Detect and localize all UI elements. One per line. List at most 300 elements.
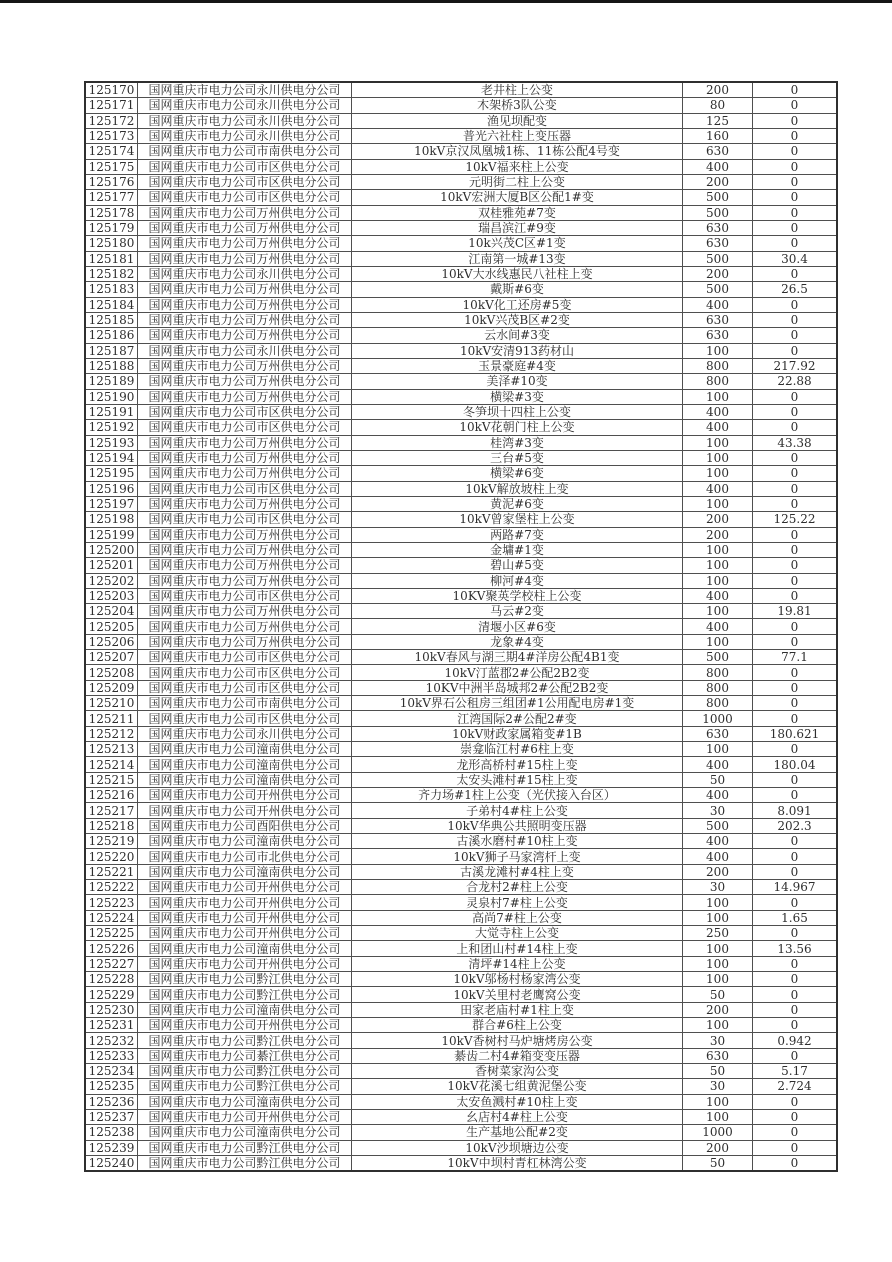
table-row (85, 742, 837, 757)
table-row (85, 926, 837, 941)
table-row (85, 880, 837, 895)
cell-company: 国网重庆市电力公司潼南供电分公司 (138, 1002, 352, 1017)
cell-id: 125226 (85, 941, 138, 956)
cell-company: 国网重庆市电力公司万州供电分公司 (138, 358, 352, 373)
cell-capacity: 500 (683, 190, 753, 205)
cell-transformer-name: 崇龛临江村#6柱上变 (352, 742, 683, 757)
cell-value: 0 (753, 389, 838, 404)
cell-company: 国网重庆市电力公司黔江供电分公司 (138, 1064, 352, 1079)
cell-value: 0 (753, 834, 838, 849)
cell-transformer-name: 云水间#3变 (352, 328, 683, 343)
cell-value: 0 (753, 1140, 838, 1155)
cell-value: 0 (753, 558, 838, 573)
cell-value: 0 (753, 450, 838, 465)
table-row (85, 941, 837, 956)
table-row (85, 1002, 837, 1017)
cell-value: 0 (753, 619, 838, 634)
cell-company: 国网重庆市电力公司开州供电分公司 (138, 1109, 352, 1124)
cell-capacity: 630 (683, 726, 753, 741)
cell-transformer-name: 10kV花朝门柱上公变 (352, 420, 683, 435)
cell-company: 国网重庆市电力公司黔江供电分公司 (138, 1155, 352, 1171)
cell-id: 125200 (85, 542, 138, 557)
cell-transformer-name: 横梁#6变 (352, 466, 683, 481)
cell-value: 0 (753, 312, 838, 327)
cell-transformer-name: 双桂雅苑#7变 (352, 205, 683, 220)
cell-capacity: 30 (683, 1079, 753, 1094)
cell-capacity: 100 (683, 604, 753, 619)
cell-id: 125191 (85, 404, 138, 419)
cell-transformer-name: 田家老庙村#1柱上变 (352, 1002, 683, 1017)
cell-company: 国网重庆市电力公司黔江供电分公司 (138, 1079, 352, 1094)
table-row (85, 159, 837, 174)
table-row (85, 772, 837, 787)
cell-id: 125208 (85, 665, 138, 680)
table-row (85, 803, 837, 818)
cell-company: 国网重庆市电力公司开州供电分公司 (138, 1018, 352, 1033)
cell-id: 125224 (85, 910, 138, 925)
cell-capacity: 800 (683, 680, 753, 695)
cell-company: 国网重庆市电力公司万州供电分公司 (138, 220, 352, 235)
cell-id: 125185 (85, 312, 138, 327)
cell-capacity: 400 (683, 420, 753, 435)
cell-transformer-name: 江南第一城#13变 (352, 251, 683, 266)
cell-capacity: 630 (683, 220, 753, 235)
table-row (85, 757, 837, 772)
cell-capacity: 30 (683, 803, 753, 818)
cell-company: 国网重庆市电力公司万州供电分公司 (138, 496, 352, 511)
table-row (85, 1079, 837, 1094)
cell-id: 125231 (85, 1018, 138, 1033)
cell-transformer-name: 10kV福来柱上公变 (352, 159, 683, 174)
cell-transformer-name: 10kV界石公租房三组团#1公用配电房#1变 (352, 696, 683, 711)
cell-capacity: 400 (683, 849, 753, 864)
cell-company: 国网重庆市电力公司永川供电分公司 (138, 128, 352, 143)
cell-company: 国网重庆市电力公司市区供电分公司 (138, 665, 352, 680)
table-row (85, 466, 837, 481)
cell-id: 125188 (85, 358, 138, 373)
cell-value: 0 (753, 297, 838, 312)
cell-company: 国网重庆市电力公司万州供电分公司 (138, 205, 352, 220)
cell-id: 125194 (85, 450, 138, 465)
table-row (85, 542, 837, 557)
cell-capacity: 400 (683, 297, 753, 312)
cell-capacity: 400 (683, 588, 753, 603)
cell-capacity: 1000 (683, 711, 753, 726)
cell-transformer-name: 木架桥3队公变 (352, 98, 683, 113)
cell-transformer-name: 生产基地公配#2变 (352, 1125, 683, 1140)
cell-id: 125179 (85, 220, 138, 235)
cell-value: 0 (753, 190, 838, 205)
cell-company: 国网重庆市电力公司市北供电分公司 (138, 849, 352, 864)
cell-id: 125178 (85, 205, 138, 220)
cell-transformer-name: 10KV聚英学校柱上公变 (352, 588, 683, 603)
table-row (85, 619, 837, 634)
cell-capacity: 50 (683, 1064, 753, 1079)
cell-id: 125198 (85, 512, 138, 527)
cell-transformer-name: 龙形高桥村#15柱上变 (352, 757, 683, 772)
table-row (85, 987, 837, 1002)
table-row (85, 113, 837, 128)
cell-id: 125193 (85, 435, 138, 450)
cell-company: 国网重庆市电力公司潼南供电分公司 (138, 834, 352, 849)
cell-id: 125239 (85, 1140, 138, 1155)
cell-company: 国网重庆市电力公司万州供电分公司 (138, 558, 352, 573)
cell-id: 125186 (85, 328, 138, 343)
cell-value: 0 (753, 527, 838, 542)
cell-id: 125170 (85, 82, 138, 98)
cell-transformer-name: 10kV化工还房#5变 (352, 297, 683, 312)
cell-id: 125237 (85, 1109, 138, 1124)
cell-transformer-name: 老井柱上公变 (352, 82, 683, 98)
table-row (85, 665, 837, 680)
cell-company: 国网重庆市电力公司市区供电分公司 (138, 404, 352, 419)
cell-company: 国网重庆市电力公司市区供电分公司 (138, 190, 352, 205)
table-row (85, 266, 837, 281)
cell-company: 国网重庆市电力公司市区供电分公司 (138, 159, 352, 174)
cell-value: 0 (753, 711, 838, 726)
cell-value: 125.22 (753, 512, 838, 527)
table-row (85, 849, 837, 864)
cell-transformer-name: 10kV春风与湖三期4#洋房公配4B1变 (352, 650, 683, 665)
cell-value: 0 (753, 680, 838, 695)
cell-value: 0 (753, 956, 838, 971)
cell-value: 0 (753, 404, 838, 419)
cell-capacity: 50 (683, 772, 753, 787)
cell-value: 1.65 (753, 910, 838, 925)
cell-company: 国网重庆市电力公司万州供电分公司 (138, 527, 352, 542)
cell-transformer-name: 冬笋坝十四柱上公变 (352, 404, 683, 419)
table-row (85, 818, 837, 833)
cell-value: 0 (753, 696, 838, 711)
cell-capacity: 100 (683, 634, 753, 649)
table-row (85, 558, 837, 573)
cell-id: 125175 (85, 159, 138, 174)
cell-id: 125217 (85, 803, 138, 818)
cell-value: 0 (753, 987, 838, 1002)
cell-value: 0 (753, 343, 838, 358)
cell-id: 125210 (85, 696, 138, 711)
cell-transformer-name: 10kV花溪七组黄泥堡公变 (352, 1079, 683, 1094)
cell-company: 国网重庆市电力公司永川供电分公司 (138, 343, 352, 358)
cell-id: 125201 (85, 558, 138, 573)
cell-capacity: 630 (683, 312, 753, 327)
cell-transformer-name: 香树菜家沟公变 (352, 1064, 683, 1079)
cell-transformer-name: 10kV关里村老鹰窝公变 (352, 987, 683, 1002)
cell-transformer-name: 古溪水磨村#10柱上变 (352, 834, 683, 849)
cell-company: 国网重庆市电力公司潼南供电分公司 (138, 757, 352, 772)
cell-value: 0 (753, 1094, 838, 1109)
cell-capacity: 30 (683, 1033, 753, 1048)
table-row (85, 788, 837, 803)
table-row (85, 343, 837, 358)
table-row (85, 1094, 837, 1109)
cell-capacity: 400 (683, 619, 753, 634)
cell-company: 国网重庆市电力公司开州供电分公司 (138, 910, 352, 925)
cell-company: 国网重庆市电力公司市区供电分公司 (138, 481, 352, 496)
cell-capacity: 100 (683, 573, 753, 588)
cell-company: 国网重庆市电力公司开州供电分公司 (138, 803, 352, 818)
cell-transformer-name: 三台#5变 (352, 450, 683, 465)
cell-transformer-name: 合龙村2#柱上公变 (352, 880, 683, 895)
cell-value: 0 (753, 634, 838, 649)
cell-transformer-name: 桂湾#3变 (352, 435, 683, 450)
cell-transformer-name: 10kV曾家堡柱上公变 (352, 512, 683, 527)
table-row (85, 573, 837, 588)
cell-id: 125177 (85, 190, 138, 205)
cell-company: 国网重庆市电力公司万州供电分公司 (138, 573, 352, 588)
table-row (85, 144, 837, 159)
cell-transformer-name: 上和团山村#14柱上变 (352, 941, 683, 956)
cell-value: 217.92 (753, 358, 838, 373)
table-row (85, 220, 837, 235)
cell-id: 125220 (85, 849, 138, 864)
cell-company: 国网重庆市电力公司开州供电分公司 (138, 788, 352, 803)
table-row (85, 358, 837, 373)
cell-id: 125183 (85, 282, 138, 297)
cell-capacity: 800 (683, 696, 753, 711)
cell-value: 8.091 (753, 803, 838, 818)
cell-id: 125199 (85, 527, 138, 542)
cell-value: 0 (753, 849, 838, 864)
cell-company: 国网重庆市电力公司永川供电分公司 (138, 266, 352, 281)
cell-transformer-name: 玉景豪庭#4变 (352, 358, 683, 373)
cell-value: 0 (753, 665, 838, 680)
cell-id: 125205 (85, 619, 138, 634)
table-row (85, 374, 837, 389)
table-row (85, 98, 837, 113)
cell-company: 国网重庆市电力公司万州供电分公司 (138, 542, 352, 557)
cell-company: 国网重庆市电力公司万州供电分公司 (138, 435, 352, 450)
cell-transformer-name: 高尚7#柱上公变 (352, 910, 683, 925)
cell-transformer-name: 普光六社柱上变压器 (352, 128, 683, 143)
cell-company: 国网重庆市电力公司市南供电分公司 (138, 144, 352, 159)
cell-id: 125196 (85, 481, 138, 496)
table-row (85, 1109, 837, 1124)
cell-transformer-name: 幺店村4#柱上公变 (352, 1109, 683, 1124)
cell-transformer-name: 10kV沙坝塘边公变 (352, 1140, 683, 1155)
cell-capacity: 100 (683, 558, 753, 573)
table-row (85, 1048, 837, 1063)
cell-transformer-name: 10kV香树村马炉塘烤房公变 (352, 1033, 683, 1048)
cell-transformer-name: 马云#2变 (352, 604, 683, 619)
table-row (85, 1033, 837, 1048)
table-row (85, 711, 837, 726)
cell-capacity: 100 (683, 343, 753, 358)
cell-value: 0 (753, 742, 838, 757)
cell-company: 国网重庆市电力公司潼南供电分公司 (138, 1125, 352, 1140)
cell-value: 0 (753, 420, 838, 435)
cell-transformer-name: 10kV大水线惠民八社柱上变 (352, 266, 683, 281)
table-row (85, 312, 837, 327)
table-row (85, 588, 837, 603)
cell-id: 125187 (85, 343, 138, 358)
cell-id: 125228 (85, 972, 138, 987)
cell-company: 国网重庆市电力公司永川供电分公司 (138, 82, 352, 98)
cell-transformer-name: 10KV中洲半岛城邦2#公配2B2变 (352, 680, 683, 695)
cell-transformer-name: 金墉#1变 (352, 542, 683, 557)
table-row (85, 205, 837, 220)
cell-id: 125173 (85, 128, 138, 143)
cell-transformer-name: 戴斯#6变 (352, 282, 683, 297)
cell-company: 国网重庆市电力公司万州供电分公司 (138, 328, 352, 343)
cell-capacity: 100 (683, 956, 753, 971)
cell-transformer-name: 黄泥#6变 (352, 496, 683, 511)
cell-transformer-name: 元明街二柱上公变 (352, 174, 683, 189)
cell-capacity: 200 (683, 1002, 753, 1017)
cell-company: 国网重庆市电力公司潼南供电分公司 (138, 742, 352, 757)
cell-capacity: 630 (683, 144, 753, 159)
cell-capacity: 400 (683, 757, 753, 772)
cell-id: 125223 (85, 895, 138, 910)
cell-transformer-name: 10kV宏洲大厦B区公配1#变 (352, 190, 683, 205)
cell-value: 0 (753, 1048, 838, 1063)
cell-id: 125207 (85, 650, 138, 665)
cell-capacity: 800 (683, 374, 753, 389)
table-row (85, 1140, 837, 1155)
cell-company: 国网重庆市电力公司开州供电分公司 (138, 895, 352, 910)
cell-capacity: 200 (683, 82, 753, 98)
cell-capacity: 100 (683, 389, 753, 404)
cell-capacity: 100 (683, 496, 753, 511)
cell-value: 0 (753, 864, 838, 879)
cell-value: 0 (753, 895, 838, 910)
cell-value: 0 (753, 82, 838, 98)
cell-id: 125192 (85, 420, 138, 435)
cell-capacity: 400 (683, 834, 753, 849)
cell-capacity: 500 (683, 282, 753, 297)
cell-value: 0 (753, 236, 838, 251)
table-row (85, 1125, 837, 1140)
cell-transformer-name: 柳河#4变 (352, 573, 683, 588)
table-row (85, 251, 837, 266)
table-row (85, 420, 837, 435)
table-row (85, 956, 837, 971)
cell-value: 0 (753, 788, 838, 803)
cell-capacity: 500 (683, 205, 753, 220)
cell-capacity: 100 (683, 450, 753, 465)
cell-company: 国网重庆市电力公司市区供电分公司 (138, 588, 352, 603)
cell-capacity: 100 (683, 910, 753, 925)
cell-value: 202.3 (753, 818, 838, 833)
cell-value: 180.04 (753, 757, 838, 772)
cell-value: 19.81 (753, 604, 838, 619)
cell-company: 国网重庆市电力公司万州供电分公司 (138, 619, 352, 634)
table-row (85, 1155, 837, 1171)
cell-value: 0 (753, 266, 838, 281)
table-row (85, 82, 837, 98)
cell-capacity: 160 (683, 128, 753, 143)
cell-company: 国网重庆市电力公司万州供电分公司 (138, 466, 352, 481)
cell-transformer-name: 10kV解放坡柱上变 (352, 481, 683, 496)
cell-id: 125203 (85, 588, 138, 603)
cell-capacity: 800 (683, 358, 753, 373)
cell-company: 国网重庆市电力公司市区供电分公司 (138, 512, 352, 527)
cell-transformer-name: 10k兴茂C区#1变 (352, 236, 683, 251)
table-row (85, 435, 837, 450)
cell-value: 0 (753, 1018, 838, 1033)
cell-capacity: 100 (683, 1018, 753, 1033)
cell-id: 125235 (85, 1079, 138, 1094)
cell-value: 0.942 (753, 1033, 838, 1048)
cell-value: 0 (753, 328, 838, 343)
cell-id: 125215 (85, 772, 138, 787)
cell-capacity: 30 (683, 880, 753, 895)
cell-transformer-name: 瑞昌滨江#9变 (352, 220, 683, 235)
cell-capacity: 630 (683, 236, 753, 251)
cell-capacity: 630 (683, 1048, 753, 1063)
cell-id: 125195 (85, 466, 138, 481)
cell-value: 26.5 (753, 282, 838, 297)
cell-id: 125180 (85, 236, 138, 251)
cell-transformer-name: 10kV中坝村青杠林湾公变 (352, 1155, 683, 1171)
cell-company: 国网重庆市电力公司酉阳供电分公司 (138, 818, 352, 833)
cell-id: 125171 (85, 98, 138, 113)
table-row (85, 1064, 837, 1079)
cell-capacity: 800 (683, 665, 753, 680)
cell-company: 国网重庆市电力公司万州供电分公司 (138, 236, 352, 251)
cell-id: 125216 (85, 788, 138, 803)
cell-transformer-name: 江湾国际2#公配2#变 (352, 711, 683, 726)
table-row (85, 512, 837, 527)
cell-id: 125219 (85, 834, 138, 849)
cell-value: 0 (753, 481, 838, 496)
cell-transformer-name: 大觉寺柱上公变 (352, 926, 683, 941)
table-row (85, 895, 837, 910)
cell-capacity: 80 (683, 98, 753, 113)
cell-value: 180.621 (753, 726, 838, 741)
cell-company: 国网重庆市电力公司万州供电分公司 (138, 282, 352, 297)
table-row (85, 128, 837, 143)
cell-id: 125174 (85, 144, 138, 159)
cell-id: 125230 (85, 1002, 138, 1017)
cell-company: 国网重庆市电力公司市区供电分公司 (138, 650, 352, 665)
cell-capacity: 630 (683, 328, 753, 343)
cell-value: 43.38 (753, 435, 838, 450)
cell-id: 125211 (85, 711, 138, 726)
cell-value: 2.724 (753, 1079, 838, 1094)
cell-capacity: 100 (683, 1109, 753, 1124)
cell-transformer-name: 10kV邬杨村杨家湾公变 (352, 972, 683, 987)
cell-transformer-name: 清堰小区#6变 (352, 619, 683, 634)
table-row (85, 634, 837, 649)
cell-transformer-name: 10kV兴茂B区#2变 (352, 312, 683, 327)
cell-id: 125202 (85, 573, 138, 588)
cell-value: 5.17 (753, 1064, 838, 1079)
cell-id: 125240 (85, 1155, 138, 1171)
cell-value: 0 (753, 220, 838, 235)
cell-value: 0 (753, 1125, 838, 1140)
cell-value: 0 (753, 972, 838, 987)
cell-company: 国网重庆市电力公司黔江供电分公司 (138, 987, 352, 1002)
cell-company: 国网重庆市电力公司潼南供电分公司 (138, 941, 352, 956)
cell-transformer-name: 龙象#4变 (352, 634, 683, 649)
cell-capacity: 400 (683, 481, 753, 496)
cell-transformer-name: 綦齿二村4#箱变变压器 (352, 1048, 683, 1063)
cell-company: 国网重庆市电力公司开州供电分公司 (138, 926, 352, 941)
cell-capacity: 200 (683, 864, 753, 879)
cell-value: 0 (753, 128, 838, 143)
cell-capacity: 100 (683, 435, 753, 450)
cell-transformer-name: 子弟村4#柱上公变 (352, 803, 683, 818)
table-row (85, 604, 837, 619)
cell-value: 0 (753, 573, 838, 588)
cell-capacity: 500 (683, 818, 753, 833)
cell-value: 30.4 (753, 251, 838, 266)
cell-value: 0 (753, 205, 838, 220)
cell-capacity: 400 (683, 159, 753, 174)
cell-company: 国网重庆市电力公司开州供电分公司 (138, 956, 352, 971)
cell-company: 国网重庆市电力公司黔江供电分公司 (138, 972, 352, 987)
